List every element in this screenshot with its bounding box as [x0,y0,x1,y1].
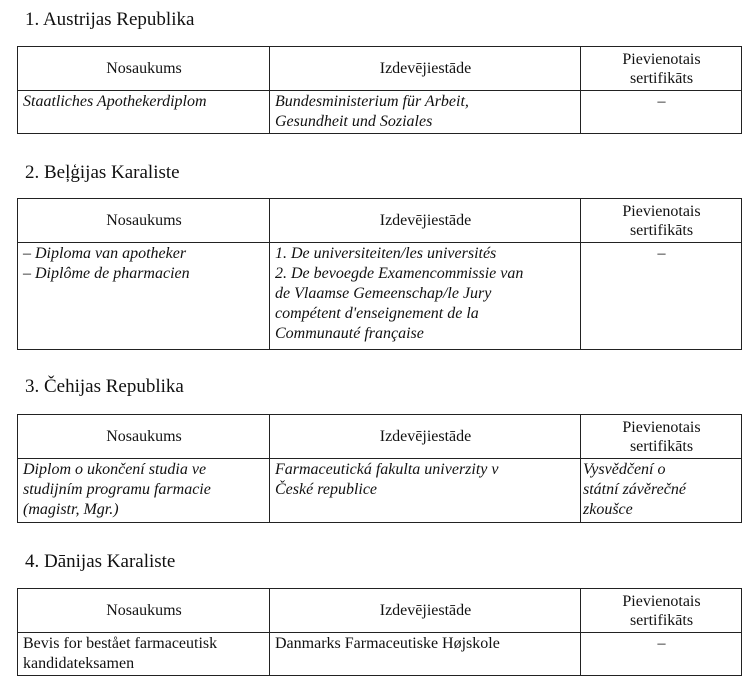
header-certificate-line: sertifikāts [629,69,694,87]
cell-certificate [581,633,742,676]
header-certificate-line: Pievienotais [622,592,701,610]
header-certificate-line: sertifikāts [629,437,694,455]
cell-line: – [657,245,666,262]
table-row [18,633,742,676]
header-issuer: Izdevējiestāde [270,415,581,459]
header-certificate [581,47,742,91]
header-name: Nosaukums [18,589,270,633]
header-certificate [581,415,742,459]
cell-line: České republice [275,481,378,498]
cell-line: Staatliches Apothekerdiplom [23,93,207,110]
table-header-row [18,415,742,459]
cell-line: Vysvědčení o [583,461,666,478]
registry-table-czech [17,414,742,523]
cell-line: – [657,93,666,110]
header-issuer: Izdevējiestāde [270,199,581,243]
cell-line: Danmarks Farmaceutiske Højskole [275,635,500,652]
registry-table-austria [17,46,742,134]
cell-line: – Diplôme de pharmacien [23,265,190,282]
cell-line: zkoušce [583,501,633,518]
table-row [18,243,742,350]
header-certificate-line: Pievienotais [622,418,701,436]
cell-line: státní závěrečné [583,481,686,498]
cell-name [18,459,270,523]
cell-line: 1. De universiteiten/les universités [275,245,497,262]
table-header-row [18,589,742,633]
cell-line: compétent d'enseignement de la [275,305,479,322]
cell-line: kandidateksamen [23,655,135,672]
cell-certificate [581,91,742,134]
cell-line: 2. De bevoegde Examencommissie van [275,265,524,282]
table-header-row [18,47,742,91]
header-certificate-line: sertifikāts [629,611,694,629]
section-title-denmark: 4. Dānijas Karaliste [25,551,176,572]
cell-name [18,633,270,676]
header-certificate [581,199,742,243]
cell-line: – [657,635,666,652]
cell-name [18,91,270,134]
cell-issuer [270,243,581,350]
cell-line: Gesundheit und Soziales [275,113,433,130]
cell-issuer [270,633,581,676]
registry-table-denmark [17,588,742,676]
header-name: Nosaukums [18,199,270,243]
section-title-austria: 1. Austrijas Republika [25,9,195,30]
header-certificate-line: Pievienotais [622,50,701,68]
cell-issuer [270,459,581,523]
cell-line: Bevis for bestået farmaceutisk [23,635,218,652]
header-certificate [581,589,742,633]
cell-line: Farmaceutická fakulta univerzity v [275,461,499,478]
section-title-czech: 3. Čehijas Republika [25,376,184,397]
header-name: Nosaukums [18,47,270,91]
header-name: Nosaukums [18,415,270,459]
cell-issuer [270,91,581,134]
cell-certificate [581,459,742,523]
header-issuer: Izdevējiestāde [270,589,581,633]
cell-line: Communauté française [275,325,424,342]
table-header-row [18,199,742,243]
cell-line: Diplom o ukončení studia ve [23,461,207,478]
cell-name [18,243,270,350]
header-issuer: Izdevējiestāde [270,47,581,91]
cell-line: de Vlaamse Gemeenschap/le Jury [275,285,492,302]
section-title-belgium: 2. Beļģijas Karaliste [25,162,180,183]
cell-line: – Diploma van apotheker [23,245,187,262]
table-row [18,459,742,523]
cell-line: (magistr, Mgr.) [23,501,119,518]
header-certificate-line: Pievienotais [622,202,701,220]
cell-line: studijním programu farmacie [23,481,211,498]
registry-table-belgium [17,198,742,350]
table-row [18,91,742,134]
cell-certificate [581,243,742,350]
cell-line: Bundesministerium für Arbeit, [275,93,469,110]
header-certificate-line: sertifikāts [629,221,694,239]
